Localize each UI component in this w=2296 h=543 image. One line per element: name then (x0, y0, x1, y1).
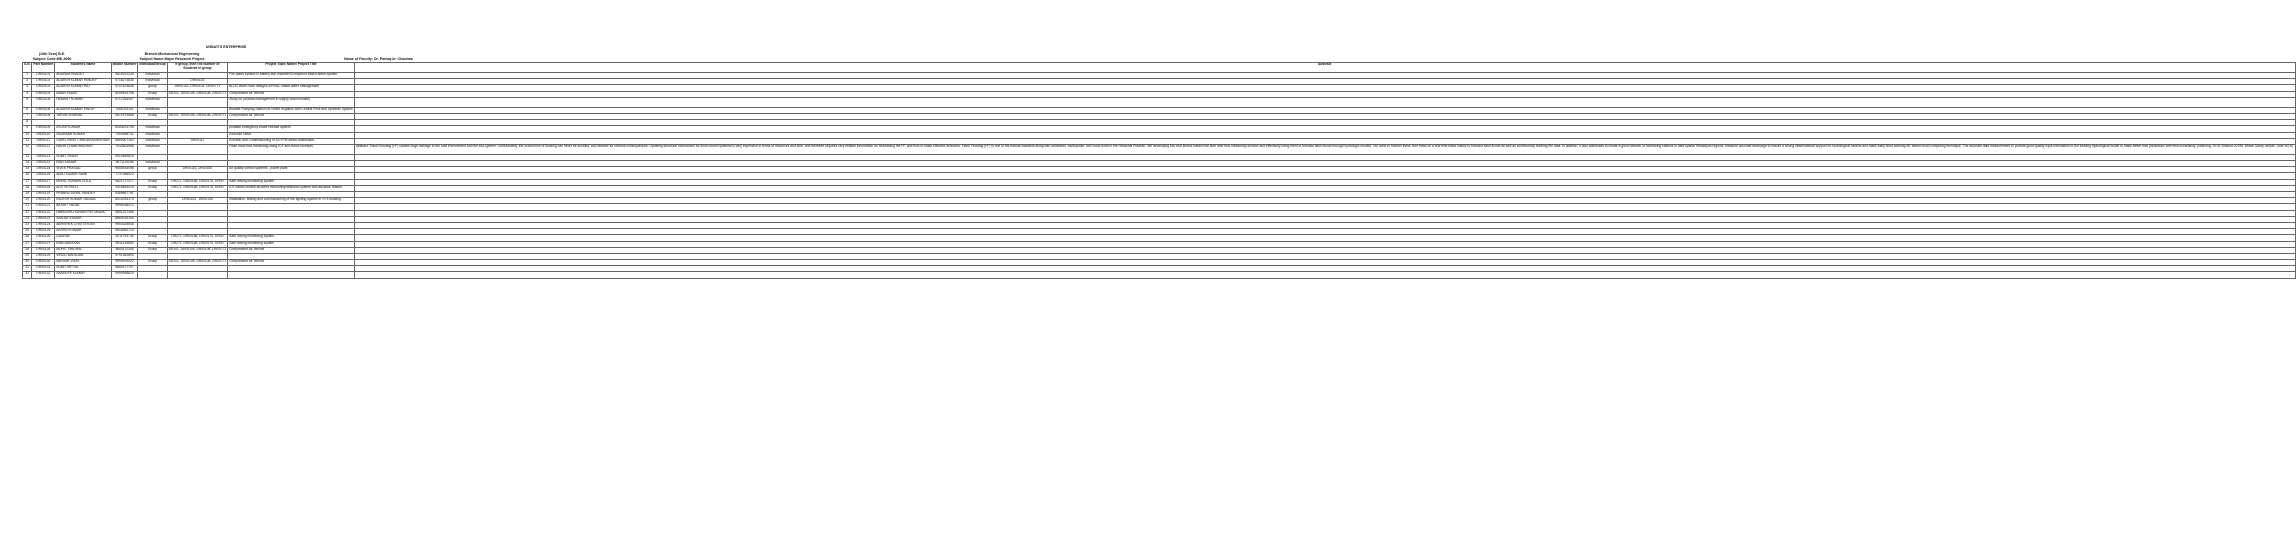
row-part-number: DR00113 (32, 154, 55, 160)
row-student-name: VIVEK PRASAD (55, 167, 111, 173)
row-sn: 13 (23, 154, 32, 160)
row-part-number: DR00119 (32, 192, 55, 198)
row-student-name: SANDEEP KUMAR (55, 272, 111, 278)
row-mobile: 8299163798 (111, 91, 138, 97)
row-sn: 24 (23, 222, 32, 228)
row-sn: 31 (23, 266, 32, 272)
row-part-number: DR00112 (32, 144, 55, 154)
row-individual-group (138, 272, 167, 278)
row-part-number: DR00103 (32, 85, 55, 91)
row-sn: 12 (23, 144, 32, 154)
row-mobile: 9800112345 (111, 247, 138, 253)
row-sn: 11 (23, 138, 32, 144)
row-individual-group: Group (138, 247, 167, 253)
program-label: (10th Sem) B.E. (38, 52, 66, 56)
table-header-row (23, 63, 2296, 73)
row-group-rolls: DR101, DR00106, DR00108, DR00771 (167, 260, 228, 266)
row-individual-group: Group (138, 235, 167, 241)
row-part-number: DR00122 (32, 210, 55, 216)
row-student-name: GAURAV (55, 235, 111, 241)
row-part-number: DR00109 (32, 126, 55, 132)
row-group-rolls: DR101, DR00106, DR00108, DR00771 (167, 247, 228, 253)
row-group-rolls: DR00102, DR00104, DR00771 (167, 85, 228, 91)
row-project-topic: Compressed Air Vehicle (228, 113, 355, 119)
row-part-number: DR00132 (32, 272, 55, 278)
row-part-number: DR00127 (32, 241, 55, 247)
header-student-name: Student's Name (55, 63, 111, 73)
row-mobile: 9953328646 (111, 222, 138, 228)
row-group-rolls: DR271, DR00166, DR00175, DR00 (167, 179, 228, 185)
row-student-name: ADARSH KUMAR RAJ (55, 85, 111, 91)
row-project-topic: Air quality control systems - power plant (228, 167, 355, 173)
row-project-topic: Booster Pumping Station for Infield Irrigation with Central Pivot and Sprinkler System (228, 107, 355, 113)
row-individual-group: Individual (138, 132, 167, 138)
row-student-name: SAURABH KUMAR (55, 132, 111, 138)
row-project-topic: portable emergency brake release system (228, 126, 355, 132)
row-mobile: 9818382710 (111, 229, 138, 235)
row-sn: 5 (23, 97, 32, 107)
row-individual-group: group (138, 167, 167, 173)
row-sn: 27 (23, 241, 32, 247)
row-sn: 21 (23, 204, 32, 210)
row-student-name: ANUJ KUMAR SAINI (55, 173, 111, 179)
row-abstract (354, 272, 2295, 278)
row-individual-group: Individual (138, 144, 167, 154)
row-student-name: SUMIT SINGH (55, 154, 111, 160)
row-part-number: DR00131 (32, 266, 55, 272)
row-individual-group: Group (138, 91, 167, 97)
row-mobile: 9389667791 (111, 192, 138, 198)
row-project-topic: Compressed Air Vehicle (228, 260, 355, 266)
header-group-rolls: If group, then roll number of Students in group (167, 63, 228, 73)
row-mobile: 9821727477 (111, 179, 138, 185)
row-mobile: 9999919022 (111, 260, 138, 266)
header-mobile: Mobile Number (111, 63, 138, 73)
row-individual-group: Group (138, 260, 167, 266)
row-student-name: AYUSH KUMAR (55, 126, 111, 132)
row-part-number: DR00129 (32, 253, 55, 259)
row-student-name: MOHIT SINGHAL (55, 247, 111, 253)
row-individual-group: Individual (138, 73, 167, 79)
row-part-number: DR00117 (32, 179, 55, 185)
row-project-topic: Safe driving monitoring system (228, 179, 355, 185)
row-mobile: 9717264307 (111, 97, 138, 107)
table-row (23, 144, 2296, 154)
row-mobile: 9319853018 (111, 185, 138, 191)
row-project-topic: Safe driving monitoring system (228, 235, 355, 241)
row-group-rolls: DR101, DR00106, DR00108, DR00771 (167, 91, 228, 97)
row-part-number: DR00116 (32, 173, 55, 179)
row-sn: 3 (23, 85, 32, 91)
header-individual-group: Individual/Group (138, 63, 167, 73)
row-group-rolls: DR101, DR00106, DR00108, DR00771 (167, 113, 228, 119)
row-sn: 2 (23, 79, 32, 85)
row-part-number: DR00121 (32, 204, 55, 210)
row-mobile: 9891227466 (111, 210, 138, 216)
row-part-number: DR00124 (32, 222, 55, 228)
row-part-number: DR00118 (32, 185, 55, 191)
row-project-topic: Fire alarm system in battery test chamber/Compound based alarm system (228, 73, 355, 79)
row-sn: 22 (23, 210, 32, 216)
row-part-number: DR00102 (32, 79, 55, 85)
row-sn: 23 (23, 216, 32, 222)
row-student-name: HIMANSHU KUMAR PATTANAIK (55, 210, 111, 216)
row-sn: 15 (23, 167, 32, 173)
row-individual-group: Individual (138, 161, 167, 167)
row-mobile: 9999948629 (111, 272, 138, 278)
row-individual-group: Individual (138, 138, 167, 144)
row-mobile: 7042803986 (111, 144, 138, 154)
row-sn: 20 (23, 198, 32, 204)
row-mobile: 9999038012 (111, 204, 138, 210)
row-mobile: 9718274836 (111, 79, 138, 85)
row-group-rolls: DR00103 (167, 79, 228, 85)
row-sn: 8 (23, 120, 32, 126)
row-individual-group: Group (138, 185, 167, 191)
row-part-number: DR00114 (32, 161, 55, 167)
row-sn: 6 (23, 107, 32, 113)
row-sn: 9 (23, 126, 32, 132)
row-student-name: ADITYA PATEL (55, 185, 111, 191)
row-student-name: MOHD. RIZWAN GOLA (55, 179, 111, 185)
table-row (23, 97, 2296, 107)
row-group-rolls (167, 272, 228, 278)
student-project-table (22, 62, 2296, 279)
row-mobile: 9871974568 (111, 113, 138, 119)
row-part-number: DR00120 (32, 198, 55, 204)
row-mobile: 7737356022 (111, 173, 138, 179)
row-student-name: ANUPAM PANDEY (55, 73, 111, 79)
row-mobile: 9791362893 (111, 253, 138, 259)
row-sn: 17 (23, 179, 32, 185)
row-student-name: HEMANT KUMAR (55, 97, 111, 107)
row-part-number: DR00110 (32, 132, 55, 138)
header-sn: S.N. (23, 63, 32, 73)
row-individual-group: Individual (138, 126, 167, 132)
row-mobile: 8860015153 (111, 216, 138, 222)
row-student-name: MAYANK VIJAY (55, 260, 111, 266)
row-group-rolls: DR00103 , DR00106 (167, 198, 228, 204)
subject-name-label: Subject Name:Major Research Project (139, 57, 205, 61)
row-student-name: GURU VINAY CHANDRASHEKHAR (55, 138, 111, 144)
subject-code-label: Subject Code:ME-3080 (32, 57, 72, 61)
row-student-name: SANJAY KUMAR (55, 216, 111, 222)
header-part-number: Part Number (32, 63, 55, 73)
row-project-topic: Study on process management in supply chain industry (228, 97, 355, 107)
row-student-name: RAM NARAYAN (55, 241, 111, 247)
row-project-topic: Safe driving monitoring system (228, 241, 355, 247)
row-mobile: 9910469815 (111, 154, 138, 160)
row-student-name: RAVI KUMAR (55, 161, 111, 167)
row-student-name: VINOD MAHAJAN (55, 253, 111, 259)
row-individual-group: Individual (138, 97, 167, 107)
table-row (23, 272, 2296, 278)
row-part-number: DR00111 (32, 138, 55, 144)
row-sn: 16 (23, 173, 32, 179)
row-part-number: DR00128 (32, 247, 55, 253)
row-individual-group: Group (138, 179, 167, 185)
row-student-name: ABHISHEK CHATTERJEE (55, 222, 111, 228)
row-part-number: DR00106 (32, 107, 55, 113)
row-individual-group: Individual (138, 107, 167, 113)
row-individual-group: group (138, 85, 167, 91)
row-student-name: RAJESH KUMAR YADAVA (55, 198, 111, 204)
row-part-number: DR00123 (32, 216, 55, 222)
row-student-name: AMAN YADAV (55, 91, 111, 97)
sheet-title: UNNATI'S ENTERPRISE (205, 45, 247, 49)
row-sn: 18 (23, 185, 32, 191)
row-project-topic: Flash flood flow monitoring using IOT and cloud concepts (228, 144, 355, 154)
row-mobile: 7303958731 (111, 132, 138, 138)
row-individual-group: group (138, 198, 167, 204)
row-sn: 32 (23, 272, 32, 278)
row-project-topic: BLDC clean room designs &/HVAC waste water management (228, 85, 355, 91)
row-sn: 14 (23, 161, 32, 167)
row-individual-group: Group (138, 241, 167, 247)
row-mobile: 9707423836 (111, 85, 138, 91)
row-sn: 28 (23, 247, 32, 253)
row-student-name: SUMIT MITTAL (55, 266, 111, 272)
row-sn: 30 (23, 260, 32, 266)
row-project-topic: Compressed Air Vehicle (228, 91, 355, 97)
row-mobile: 9971119198 (111, 161, 138, 167)
row-group-rolls: DR271, DR00166, DR00175, DR00 (167, 185, 228, 191)
header-project-topic: Project Topic Name/ Project Title (228, 63, 355, 73)
row-student-name: ASHISH KUMAR (55, 229, 111, 235)
row-project-topic: IOT based vehicle accident monitoring/detection system with advance feature (228, 185, 355, 191)
row-abstract: Abstract: Flash Flooding (FF) causes huge damage to the built environment and the eco-system. Unfortunately, the occurrence of flooding can never be avoided, and likewise its obvious consequences. Updating structural mechanism for flood control systems is very expensive in terms of resources and time, and therefore requires very reliable information for forecasting the FF, and thus to make effective decisions. Flash Flooding (FF) is one of the natural disasters along with landslides, earthquake, and cloud burst in the Himachal Pradesh. We developing low cost sensor based real time river flow measuring devices and effectively using them to forecast flash floods through hydrologic models. Our aims to monitor these river flows on a real time basis mainly to forecast flash floods as well as continuously fetching the data. In addition, it also addresses to create a good network of monitoring stations in data sparse Himalayan regions, measure accurate discharge to ensure a strong observational support for hydrological models and make early flood warning ML based cloud computing technique. The accurate data measurement to provide good quality input information to the existing hydrological model to make better flow predictions with less uncertainty. (Nuthong, 2018; Bhavna 2019b, Bhavn &amp; ample; June 2019). (354, 144, 2295, 154)
row-sn: 10 (23, 132, 32, 138)
row-project-topic: Solenoid Valve (228, 132, 355, 138)
row-group-rolls: DR271, DR00166, DR00175, DR00 (167, 241, 228, 247)
row-part-number: DR00104 (32, 91, 55, 97)
row-part-number: DR00125 (32, 229, 55, 235)
row-sn: 7 (23, 113, 32, 119)
row-individual-group: Group (138, 113, 167, 119)
row-sn: 25 (23, 229, 32, 235)
row-mobile: 9650934095 (111, 167, 138, 173)
row-mobile: 8860377707 (111, 266, 138, 272)
row-mobile: 9818751234 (111, 73, 138, 79)
row-mobile: 8860907163 (111, 138, 138, 144)
row-student-name: AKSHIT YADAV (55, 204, 111, 210)
row-student-name: TARUN SHARMA (55, 113, 111, 119)
row-sn: 29 (23, 253, 32, 259)
row-group-rolls: DR271, DR00166, DR00175, DR00 (167, 235, 228, 241)
row-part-number: DR00130 (32, 260, 55, 266)
row-group-rolls: DR00116, DR00155 (167, 167, 228, 173)
row-part-number: DR00108 (32, 113, 55, 119)
row-mobile: 9911234684 (111, 241, 138, 247)
row-mobile: 8083291795 (111, 126, 138, 132)
row-mobile: 7065763191 (111, 107, 138, 113)
row-part-number: DR00115 (32, 167, 55, 173)
row-part-number: DR00126 (32, 235, 55, 241)
row-sn: 4 (23, 91, 32, 97)
row-part-number: DR00105 (32, 97, 55, 107)
row-project-topic (228, 272, 355, 278)
row-student-name: ADARSH KUMAR SINGH (55, 107, 111, 113)
row-project-topic: Erection and Commissioning of SOTPM steam distribution (228, 138, 355, 144)
row-sn: 19 (23, 192, 32, 198)
row-part-number: DR00101 (32, 73, 55, 79)
row-project-topic: Installation, testing and commissioning of fire fighting system in G+4 building (228, 198, 355, 204)
header-abstract: Abstract (354, 63, 2295, 73)
row-group-rolls: DR00111 (167, 138, 228, 144)
row-sn: 1 (23, 73, 32, 79)
row-student-name: NAVIN CHANDRADHAR (55, 144, 111, 154)
faculty-label: Name of Faculty: Dr. Pankaj kr. Chauhan (344, 57, 413, 61)
row-group-rolls (167, 97, 228, 107)
row-mobile: 8010316174 (111, 198, 138, 204)
row-student-name: ADARSH KUMAR PANDEY (55, 79, 111, 85)
row-project-topic: Compressed Air Vehicle (228, 247, 355, 253)
row-student-name: PRABHU DAYAL PANDEY (55, 192, 111, 198)
row-mobile: 9211793744 (111, 235, 138, 241)
row-abstract (354, 97, 2295, 107)
row-sn: 26 (23, 235, 32, 241)
branch-label: Branch:Mechanical Engineering (144, 52, 200, 56)
row-individual-group: Individual (138, 79, 167, 85)
row-group-rolls (167, 144, 228, 154)
